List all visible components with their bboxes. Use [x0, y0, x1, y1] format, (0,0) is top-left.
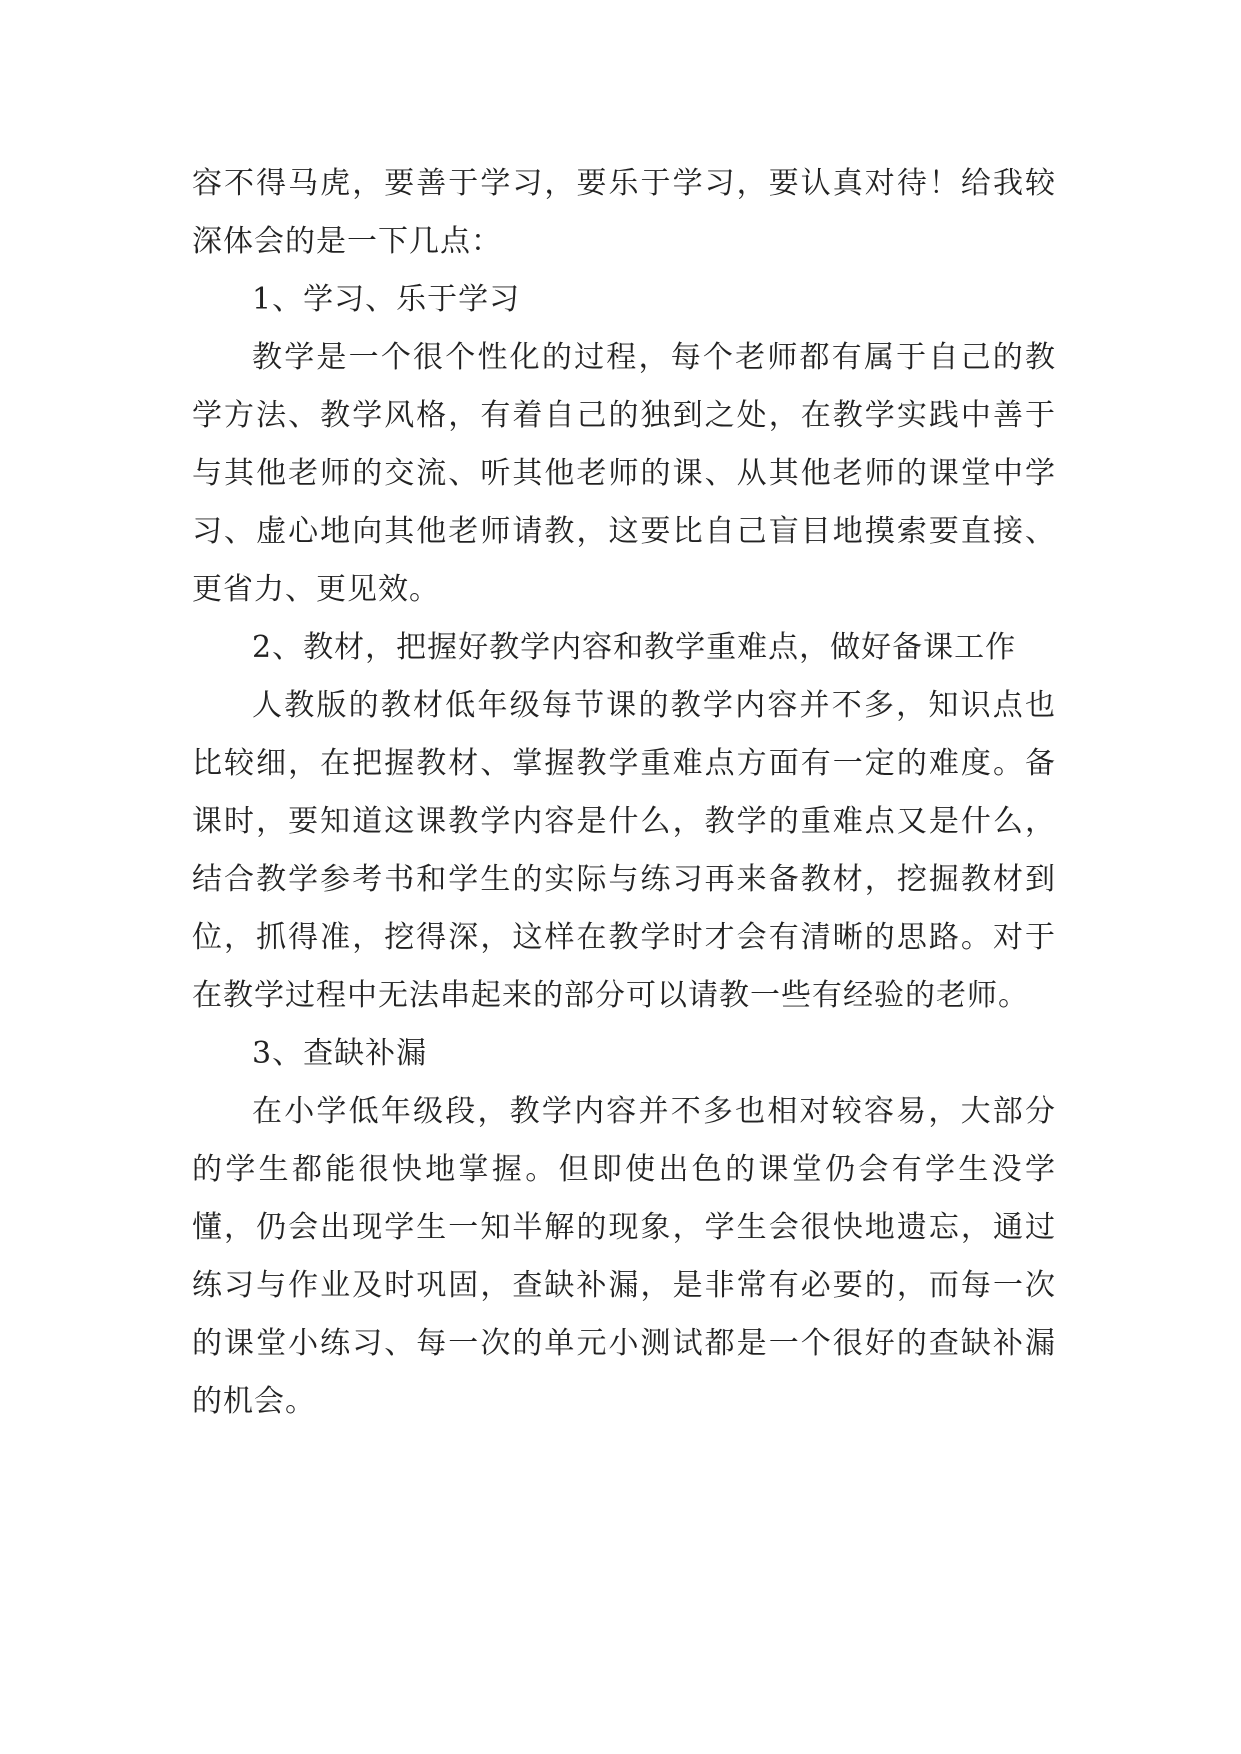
- section-heading-3: 3、查缺补漏: [252, 1036, 428, 1071]
- paragraph-section-3-body: 在小学低年级段，教学内容并不多也相对较容易，大部分的学生都能很快地掌握。但即使出色的课堂仍会有学生没学懂，仍会出现学生一知半解的现象，学生会很快地遗忘，通过练习与作业及时巩固，查缺补漏，是非常有必要的，而每一次的课堂小练习、每一次的单元小测试都是一个很好的查缺补漏的机会。: [192, 1094, 1056, 1419]
- paragraph-section-2-body: 人教版的教材低年级每节课的教学内容并不多，知识点也比较细，在把握教材、掌握教学重难点方面有一定的难度。备课时，要知道这课教学内容是什么，教学的重难点又是什么，结合教学参考书和学生的实际与练习再来备教材，挖掘教材到位，抓得准，挖得深，这样在教学时才会有清晰的思路。对于在教学过程中无法串起来的部分可以请教一些有经验的老师。: [192, 688, 1056, 1013]
- section-heading-1: 1、学习、乐于学习: [252, 282, 521, 317]
- section-heading-2: 2、教材，把握好教学内容和教学重难点，做好备课工作: [252, 630, 1017, 665]
- document-body: [192, 155, 1056, 1431]
- paragraph-section-1-body: 教学是一个很个性化的过程，每个老师都有属于自己的教学方法、教学风格，有着自己的独到之处，在教学实践中善于与其他老师的交流、听其他老师的课、从其他老师的课堂中学习、虚心地向其他老师请教，这要比自己盲目地摸索要直接、更省力、更见效。: [192, 340, 1056, 607]
- paragraph-intro-continuation: 容不得马虎，要善于学习，要乐于学习，要认真对待！给我较深体会的是一下几点：: [192, 166, 1056, 259]
